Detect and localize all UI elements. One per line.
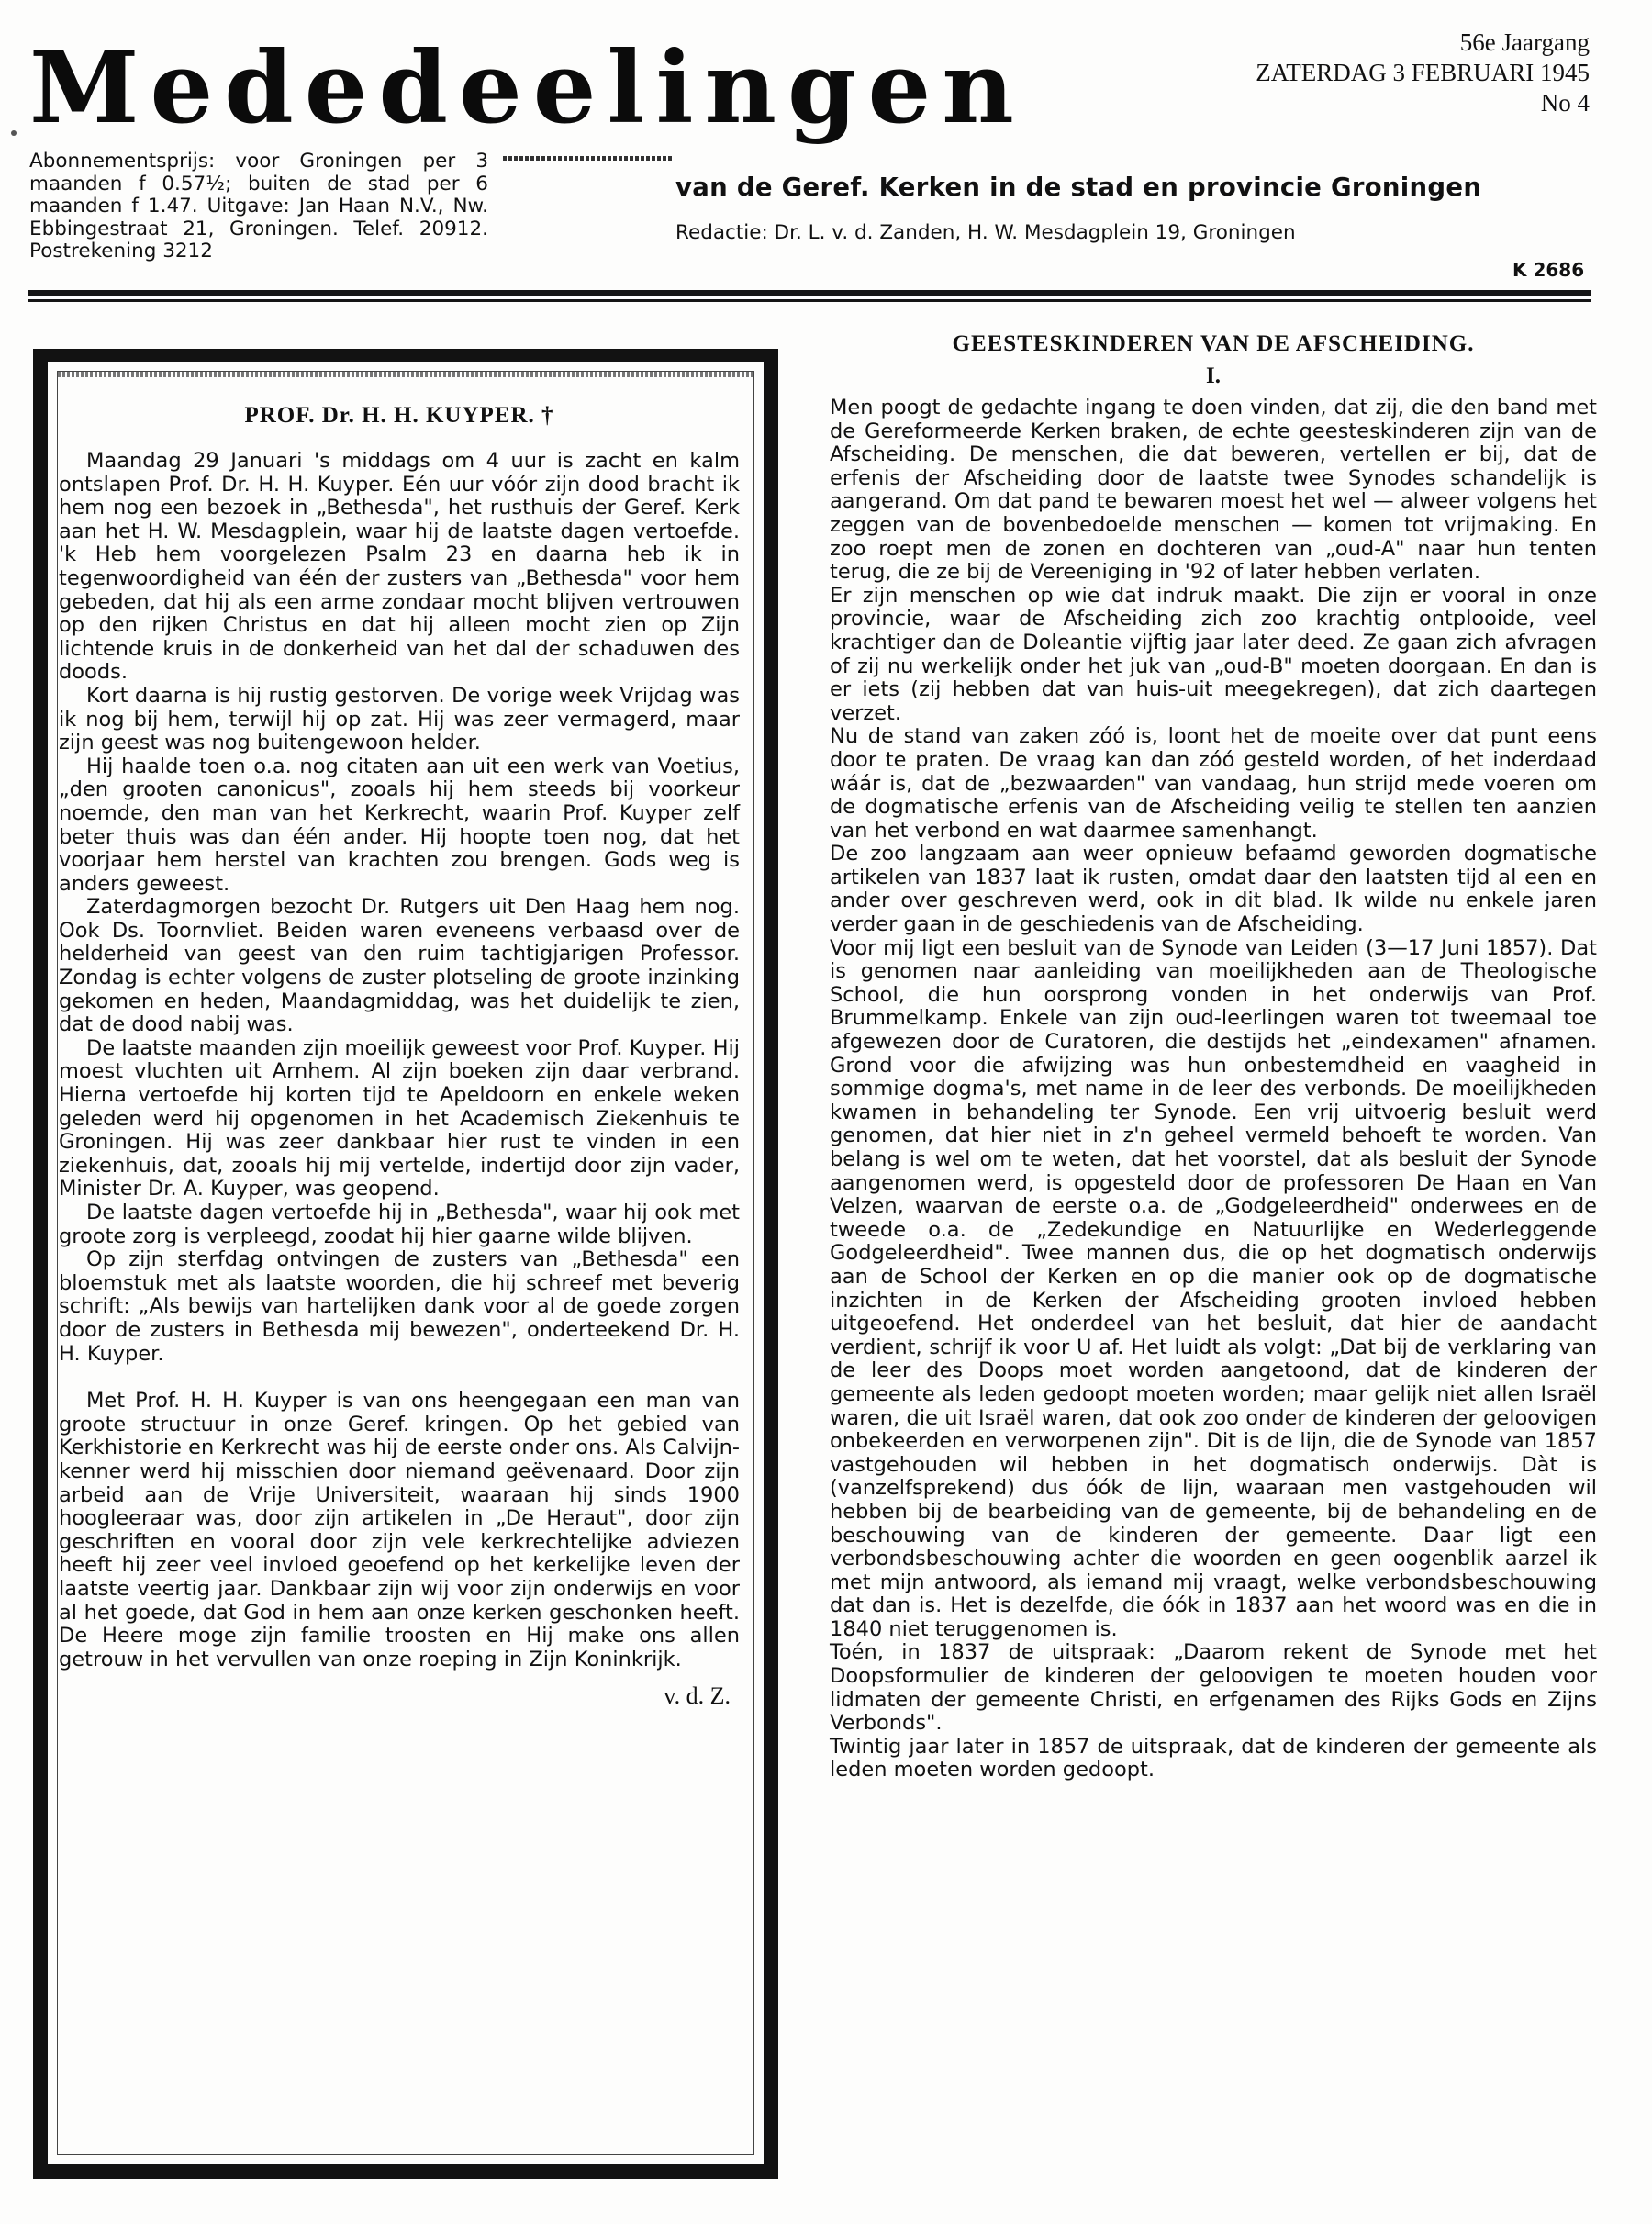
editorial-address: Redactie: Dr. L. v. d. Zanden, H. W. Mesdagplein 19, Groningen <box>675 221 1296 244</box>
mourning-border-dotted-line <box>58 372 753 377</box>
obituary-paragraph: Zaterdagmorgen bezocht Dr. Rutgers uit Den Haag hem nog. Ook Ds. Toornvliet. Beiden waren eveneens verbaasd over de helderheid van geest van den ruim tachtigjarigen Professor. Zondag is echter volgens de zuster plotseling de groote inzinking gekomen en heden, Maandagmiddag, was het duidelijk te zien, dat de dood nabij was. <box>59 895 740 1037</box>
issue-info <box>1256 28 1590 118</box>
issue-date: ZATERDAG 3 FEBRUARI 1945 <box>1256 59 1590 86</box>
article-paragraph: Er zijn menschen op wie dat indruk maakt. Die zijn er vooral in onze provincie, waar de Afscheiding zich zoo krachtig ontplooide, veel krachtiger dan de Doleantie vijftig jaar later deed. Ze gaan zich afvragen of zij nu werkelijk onder het juk van „oud-B" moeten doorgaan. En dan is er iets (zij hebben dat van huis-uit meegekregen), dat zich daartegen verzet. <box>830 583 1597 725</box>
header-rule-thin <box>28 299 1591 302</box>
obituary-paragraph: De laatste maanden zijn moeilijk geweest voor Prof. Kuyper. Hij moest vluchten uit Arnhem. Al zijn boeken zijn daar verbrand. Hierna vertoefde hij korten tijd te Apeldoorn en enkele weken geleden werd hij opgenomen in het Academisch Ziekenhuis te Groningen. Hij was zeer dankbaar hier rust te vinden in een ziekenhuis, dat, zooals hij mij vertelde, indertijd door zijn vader, Minister Dr. A. Kuyper, was geopend. <box>59 1035 740 1201</box>
article-paragraph: De zoo langzaam aan weer opnieuw befaamd geworden dogmatische artikelen van 1837 laat ik rusten, omdat daar den laatsten tijd al een en ander over geschreven werd, ook in dit blad. Ik wilde nu enkele jaren verder gaan in de geschiedenis van de Afscheiding. <box>830 842 1597 937</box>
obituary-paragraph: Hij haalde toen o.a. nog citaten aan uit een werk van Voetius, „den grooten canonicus", zooals hij hem steeds bij voorkeur noemde, den man van het Kerkrecht, waarin Prof. Kuyper zelf beter thuis was dan één ander. Hij hoopte toen nog, dat het voorjaar hem herstel van krachten zou brengen. Gods weg is anders geweest. <box>59 754 740 896</box>
article-paragraph: Nu de stand van zaken zóó is, loont het de moeite over dat punt eens door te praten. De vraag kan dan zóó gesteld worden, of het inderdaad wáár is, dat de „bezwaarden" van vandaag, hun strijd mede voeren om de dogmatische erfenis van de Afscheiding veilig te stellen ten aanzien van het verbond en wat daarmee samenhangt. <box>830 724 1597 843</box>
article-paragraph: Voor mij ligt een besluit van de Synode van Leiden (3—17 Juni 1857). Dat is genomen naar aanleiding van moeilijkheden aan de Theologische School, die hun oorsprong vonden in het onderwijs van Prof. Brummelkamp. Enkele van zijn oud-leerlingen waren tot tweemaal toe afgewezen door de Curatoren, die destijds het „eindexamen" afnamen. Grond voor die afwijzing was hun onbestemdheid en vaagheid in sommige dogma's, met name in de leer des verbonds. De moeilijkheden kwamen in behandeling ter Synode. Een vrij uitvoerig besluit werd genomen, dat hier niet in z'n geheel vermeld behoeft te worden. Van belang is wel om te weten, dat het voorstel, dat als besluit der Synode aangenomen werd, is opgesteld door de professoren De Haan en Van Velzen, waarvan de eerste o.a. de „Godgeleerdheid" onderwees en de tweede o.a. de „Zedekundige en Natuurlijke en Wederleggende Godgeleerdheid". Twee mannen dus, die op het dogmatisch onderwijs aan de School der Kerken en op die manier ook op de dogmatische inzichten in de Kerken der Afscheiding grooten invloed hebben uitgeoefend. Het onderdeel van het besluit, dat hier de aandacht verdient, schrijf ik voor U af. Het luidt als volgt: „Dat bij de verklaring van de leer des Doops moet worden aangetoond, dat de kinderen der gemeente als leden gedoopt moeten worden; maar gelijk niet allen Israël waren, die uit Israël waren, dat ook zoo onder de kinderen der geloovigen onbekeerden en verworpenen zijn". Dit is de lijn, die de Synode van 1857 vastgehouden wil hebben in het dogmatisch onderwijs. Dàt is (vanzelfsprekend) dus óók de lijn, waaraan men vastgehouden wil hebben bij de bearbeiding van de gemeente, bij de behandeling en de beschouwing van de kinderen der gemeente. Daar ligt een verbondsbeschouwing achter die woorden en geen oogenblik aarzel ik met mijn antwoord, als iemand mij vraagt, welke verbondsbeschouwing dat dan is. Het is dezelfde, die óók in 1837 aan het woord was en die in 1840 niet teruggenomen is. <box>830 935 1597 1641</box>
masthead-subtitle: van de Geref. Kerken in de stad en provincie Groningen <box>675 173 1482 202</box>
article-heading: GEESTESKINDEREN VAN DE AFSCHEIDING. <box>952 331 1475 356</box>
article-paragraph: Twintig jaar later in 1857 de uitspraak, dat de kinderen der gemeente als leden moeten worden gedoopt. <box>830 1734 1597 1783</box>
obituary-paragraph: Kort daarna is hij rustig gestorven. De vorige week Vrijdag was ik nog bij hem, terwijl hij op zat. Hij was zeer vermagerd, maar zijn geest was nog buitengewoon helder. <box>59 683 740 755</box>
permit-code: K 2686 <box>1512 259 1585 281</box>
subscription-info: Abonnementsprijs: voor Groningen per 3 maanden f 0.57½; buiten de stad per 6 maanden f 1.47. Uitgave: Jan Haan N.V., Nw. Ebbingestraat 21, Groningen. Telef. 20912. Postrekening 3212 <box>29 150 488 263</box>
obituary-paragraph: Op zijn sterfdag ontvingen de zusters van „Bethesda" een bloemstuk met als laatste woorden, die hij schreef met beverig schrift: „Als bewijs van hartelijken dank voor al de goede zorgen door de zusters in Bethesda mij bewezen", onderteekend Dr. H. H. Kuyper. <box>59 1247 740 1366</box>
issue-number: No 4 <box>1540 89 1590 117</box>
article-paragraph: Toén, in 1837 de uitspraak: „Daarom rekent de Synode met het Doopsformulier de kinderen der geloovigen te moeten houden voor lidmaten der gemeente Christi, en erfgenamen des Rijks Gods en Zijns Verbonds". <box>830 1640 1597 1736</box>
masthead-title: Mededeelingen <box>29 30 1025 146</box>
print-dot <box>11 130 17 136</box>
obituary-paragraph: De laatste dagen vertoefde hij in „Bethesda", waar hij ook met groote zorg is verpleegd, zoodat hij hier gaarne wilde blijven. <box>59 1201 740 1248</box>
article-paragraph: Men poogt de gedachte ingang te doen vinden, dat zij, die den band met de Gereformeerde Kerken braken, de echte geesteskinderen zijn van de Afscheiding. De menschen, die dat beweren, vertellen er bij, dat de erfenis der Afscheiding door de laatste twee Synodes schandelijk is aangerand. Om dat pand te bewaren moest het wel — alweer volgens het zeggen van de bovenbedoelde menschen — komen tot vrijmaking. En zoo roept men de zonen en dochteren van „oud-A" naar hun tenten terug, die ze bij de Vereeniging in '92 of later hebben verlaten. <box>830 396 1597 585</box>
obituary-column <box>59 402 740 1708</box>
obituary-heading: PROF. Dr. H. H. KUYPER. † <box>244 403 554 428</box>
article-part-number: I. <box>1206 363 1221 388</box>
header-rule <box>28 290 1591 296</box>
volume: 56e Jaargang <box>1459 28 1590 56</box>
obituary-paragraph: Maandag 29 Januari 's middags om 4 uur is zacht en kalm ontslapen Prof. Dr. H. H. Kuyper. Eén uur vóór zijn dood bracht ik hem nog een bezoek in „Bethesda", het rusthuis der Geref. Kerk aan het H. W. Mesdagplein, waar hij de laatste dagen vertoefde. 'k Heb hem voorgelezen Psalm 23 en daarna heb ik in tegenwoordigheid van één der zusters van „Bethesda" voor hem gebeden, dat hij als een arme zondaar mocht blijven vertrouwen op den rijken Christus en dat hij alleen mocht zien op Zijn lichtende kruis in de donkerheid van het dal der schaduwen des doods. <box>59 449 740 685</box>
obituary-paragraph: Met Prof. H. H. Kuyper is van ons heengegaan een man van groote structuur in onze Geref. kringen. Op het gebied van Kerkhistorie en Kerkrecht was hij de eerste onder ons. Als Calvijn-kenner werd hij misschien door niemand geëvenaard. Door zijn arbeid aan de Vrije Universiteit, waaraan hij sinds 1900 hoogleeraar was, door zijn artikelen in „De Heraut", door zijn geschriften en vooral door zijn vele kerkrechtelijke adviezen heeft hij zeer veel invloed geoefend op het kerkelijke leven der laatste veertig jaar. Dankbaar zijn wij voor zijn onderwijs en voor al het goede, dat God in hem aan onze kerken geschonken heeft. De Heere moge zijn familie troosten en Hij make ons allen getrouw in het vervullen van onze roeping in Zijn Koninkrijk. <box>59 1389 740 1671</box>
obituary-signature: v. d. Z. <box>664 1682 731 1710</box>
article-column <box>830 330 1597 1783</box>
decorative-rule <box>503 156 673 161</box>
